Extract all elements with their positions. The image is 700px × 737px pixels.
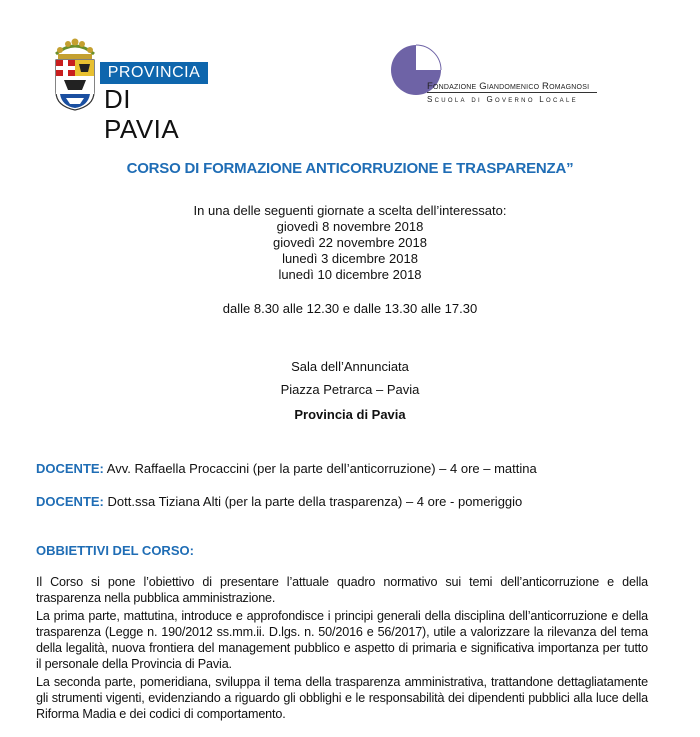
schedule-date: giovedì 22 novembre 2018	[273, 235, 427, 250]
objectives-paragraph: La seconda parte, pomeridiana, sviluppa il tema della trasparenza amministrativa, trattandone dettagliatamente gli strumenti vigenti, evidenziando a riguardo gli obblighi e le responsabilità dei dipendenti pubblici alla luce della Riforma Madia e dei codici di comportamento.	[36, 675, 648, 721]
location-address: Piazza Petrarca – Pavia	[280, 382, 420, 397]
docente-label: DOCENTE:	[36, 494, 104, 509]
schedule-block	[0, 203, 700, 283]
objectives-paragraph: Il Corso si pone l’obiettivo di presentare l’attuale quadro normativo sui temi dell’anticorruzione e della trasparenza nella pubblica amministrazione.	[36, 575, 648, 605]
docente-afternoon	[36, 494, 522, 509]
location-room: Sala dell’Annunciata	[291, 359, 409, 374]
location-organizer: Provincia di Pavia	[294, 407, 406, 422]
fondazione-romagnosi-logo	[386, 40, 606, 112]
schedule-date: lunedì 3 dicembre 2018	[282, 251, 418, 266]
schedule-intro: In una delle seguenti giornate a scelta dell’interessato:	[193, 203, 507, 218]
fondazione-name: Fondazione Giandomenico Romagnosi	[427, 81, 590, 92]
coat-of-arms-icon	[52, 36, 98, 112]
logo-divider	[427, 92, 597, 93]
docente-label: DOCENTE:	[36, 461, 104, 476]
objectives-paragraph: La prima parte, mattutina, introduce e approfondisce i principi generali della disciplina dell’anticorruzione e della trasparenza (Legge n. 190/2012 ss.mm.ii. D.lgs. n. 50/2016 e 56/2017), utile a valorizzare la rilevanza del tema della legalità, nuova frontiera del management pubblico e aspetto di primaria e significativa importanza per tutto il personale della Provincia di Pavia.	[36, 609, 648, 671]
logo-banner: PROVINCIA	[100, 62, 208, 84]
provincia-pavia-logo	[52, 36, 212, 144]
schedule-date: giovedì 8 novembre 2018	[276, 219, 424, 234]
fondazione-subtitle: Scuola di Governo Locale	[427, 95, 578, 104]
schedule-hours: dalle 8.30 alle 12.30 e dalle 13.30 alle 17.30	[222, 301, 478, 316]
schedule-date: lunedì 10 dicembre 2018	[278, 267, 422, 282]
docente-text: Avv. Raffaella Procaccini (per la parte dell’anticorruzione) – 4 ore – mattina	[106, 461, 537, 476]
course-title: CORSO DI FORMAZIONE ANTICORRUZIONE E TRASPARENZA”	[126, 160, 574, 177]
docente-text: Dott.ssa Tiziana Alti (per la parte della trasparenza) – 4 ore - pomeriggio	[107, 494, 523, 509]
docente-morning	[36, 461, 537, 476]
logo-name: DI PAVIA	[104, 84, 180, 144]
objectives-heading: OBBIETTIVI DEL CORSO:	[36, 543, 194, 558]
